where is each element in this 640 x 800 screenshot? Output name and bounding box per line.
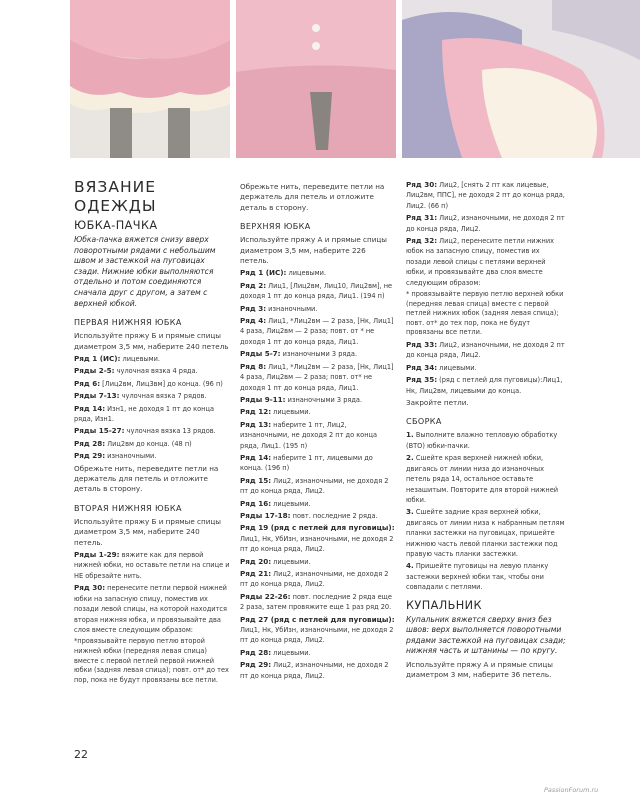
row-text: Сшейте задние края верхней юбки, двигаясь от линии низа к набранным петлям планки застежки на пуговицах, пришейте нижнюю часть левой планки застежки под правую часть планки застежки.	[406, 508, 565, 558]
section-text: Используйте пряжу А и прямые спицы диаметром 3 мм, наберите 36 петель.	[406, 659, 553, 680]
row-text: лицевыми.	[120, 354, 161, 363]
instruction-note: * провязывайте первую петлю верхней юбки (передняя левая спица) вместе с первой петлей нижних юбок (задняя левая спица); повт. от* до тех пор, пока не будут провязаны все петли.	[406, 290, 564, 337]
instruction-row	[74, 391, 230, 401]
row-text: Лиц2, изнаночными, не доходя 2 пт до конца ряда, Лиц2.	[240, 661, 389, 680]
instruction-row	[74, 404, 230, 425]
swimsuit-title: КУПАЛЬНИК	[406, 598, 482, 612]
row-label: 1.	[406, 430, 414, 440]
row-label: Ряды 2-5:	[74, 366, 115, 376]
row-text: Лиц2, изнаночными, не доходя 2 пт до конца ряда, Лиц2.	[240, 476, 389, 496]
instruction-row	[406, 453, 566, 505]
row-text: Лиц1, Нк, УбИзн, изнаночными, не доходя 2 пт до конца ряда, Лиц2.	[240, 534, 394, 554]
instruction-row	[406, 213, 566, 234]
section-assembly-heading: СБОРКА	[406, 417, 442, 427]
row-label: 4.	[406, 561, 414, 571]
row-label: Ряд 29:	[240, 660, 272, 670]
row-label: 2.	[406, 453, 414, 463]
instruction-row	[74, 550, 230, 581]
row-text: Лиц2, изнаночными, не доходя 2 пт до конца ряда, Лиц2.	[240, 570, 389, 589]
row-label: Ряд 12:	[240, 407, 272, 417]
row-text: изнаночными.	[266, 304, 318, 313]
page-number: 22	[74, 748, 88, 761]
instruction-row	[240, 281, 396, 302]
row-label: Ряд 6:	[74, 378, 101, 388]
row-list	[406, 340, 566, 396]
photo-skirt-front	[70, 0, 230, 158]
page-title: ВЯЗАНИЕ ОДЕЖДЫ	[74, 178, 157, 215]
column-1	[74, 178, 230, 687]
instruction-row	[74, 426, 230, 436]
row-label: Ряд 30:	[74, 583, 106, 593]
instruction-row	[240, 648, 396, 658]
instruction-row	[74, 366, 230, 376]
instruction-row	[74, 439, 230, 449]
row-label: Ряд 8:	[240, 361, 267, 371]
row-label: Ряд 34:	[406, 362, 438, 372]
row-label: Ряд 14:	[74, 403, 106, 413]
row-label: Ряд 4:	[240, 316, 267, 326]
row-label: Ряд 15:	[240, 475, 272, 485]
instruction-row	[240, 476, 396, 497]
row-text: Лиц2, [снять 2 пт как лицевые, Лиц2вм, ППС], не доходя 2 пт до конца ряда, Лиц2. (66 п)	[406, 181, 565, 210]
instruction-row	[240, 316, 396, 347]
row-text: Лиц2, изнаночными, не доходя 2 пт до конца ряда, Лиц2.	[406, 214, 565, 233]
instruction-row	[240, 615, 396, 646]
row-label: Ряд 33:	[406, 340, 438, 350]
row-label: Ряды 1-29:	[74, 550, 120, 560]
row-label: Ряд 28:	[240, 647, 272, 657]
row-label: Ряды 17-18:	[240, 510, 291, 520]
instruction-row	[406, 236, 566, 288]
row-label: Ряд 13:	[240, 419, 272, 429]
row-label: Ряд 31:	[406, 213, 438, 223]
skirt-intro: Юбка-пачка вяжется снизу вверх поворотными рядами с небольшим швом и застежкой на пуговицах сзади. Нижние юбки выполняются отдельно и потом соединяются сначала друг с другом, а затем с верхней юбкой.	[74, 235, 216, 308]
row-label: Ряд 32:	[406, 236, 438, 246]
photo-skirt-ruffles	[402, 0, 640, 158]
row-label: Ряд 1 (ИС):	[240, 268, 287, 278]
instruction-row	[240, 499, 396, 509]
row-text: лицевыми.	[286, 269, 327, 278]
row-label: Ряд 29:	[74, 451, 106, 461]
instruction-row	[240, 268, 396, 278]
section-first-underskirt-heading: ПЕРВАЯ НИЖНЯЯ ЮБКА	[74, 318, 182, 328]
instruction-row	[240, 420, 396, 451]
row-label: 3.	[406, 507, 414, 517]
row-text: Сшейте края верхней нижней юбки, двигаясь от линии низа до изнаночных петель ряда 14, остальное оставьте незашитым. Повторите для второй нижней юбки.	[406, 454, 559, 504]
row-text: Выполните влажно тепловую обработку (ВТО) юбки-пачки.	[406, 431, 558, 450]
instruction-row	[406, 340, 566, 361]
row-text: лицевыми.	[271, 408, 311, 417]
row-label: Ряд 35:	[406, 375, 438, 385]
row-text: [Лиц2вм, Лиц3вм] до конца. (96 п)	[100, 379, 223, 388]
instruction-row	[240, 349, 396, 359]
row-label: Ряд 30:	[406, 180, 438, 189]
row-text: повт. последние 2 ряда еще 2 раза, затем провяжите еще 1 раз ряд 20.	[240, 592, 392, 612]
instruction-row	[406, 375, 566, 396]
row-text: лицевыми.	[437, 363, 477, 372]
row-text: изнаночными 3 ряда.	[285, 395, 363, 404]
row-text: вяжите как для первой нижней юбки, но оставьте петли на спице и НЕ обрезайте нить.	[74, 551, 230, 580]
row-text: Лиц1, *Лиц2вм — 2 раза, [Нк, Лиц1] 4 раза, Лиц2вм — 2 раза; повт. от * не доходя 1 пт до конца ряда, Лиц1.	[240, 317, 394, 346]
row-label: Ряд 2:	[240, 280, 267, 290]
row-label: Ряды 15-27:	[74, 426, 125, 436]
assembly-steps	[406, 430, 566, 592]
row-text: чулочная вязка 7 рядов.	[119, 392, 207, 401]
row-text: изнаночными 3 ряда.	[280, 350, 358, 359]
instruction-row	[240, 569, 396, 590]
row-list	[406, 180, 566, 288]
instruction-note: *провязывайте первую петлю второй нижней юбки (передняя левая спица) вместе с первой петлей первой нижней юбки (задняя левая спица); повт. от* до тех пор, пока не будут провязаны все петли.	[74, 637, 229, 684]
section-text: Используйте пряжу А и прямые спицы диаметром 3,5 мм, наберите 226 петель.	[240, 235, 387, 266]
skirt-title: ЮБКА-ПАЧКА	[74, 219, 158, 232]
column-3	[406, 180, 566, 683]
instruction-row	[406, 507, 566, 559]
row-label: Ряды 7-13:	[74, 391, 120, 401]
instruction-row	[74, 379, 230, 389]
section-upper-skirt-heading: ВЕРХНЯЯ ЮБКА	[240, 222, 311, 232]
instruction-row	[240, 523, 396, 554]
instruction-row	[406, 180, 566, 211]
row-label: Ряд 19 (ряд с петлей для пуговицы):	[240, 523, 395, 533]
instruction-row	[240, 407, 396, 417]
instruction-text: Обрежьте нить, переведите петли на держатель для петель и отложите деталь в сторону.	[240, 182, 385, 212]
row-label: Ряд 27 (ряд с петлей для пуговицы):	[240, 614, 395, 624]
instruction-text: Закройте петли.	[406, 398, 469, 408]
instruction-row	[74, 354, 230, 364]
section-text: Используйте пряжу Б и прямые спицы диаметром 3,5 мм, наберите 240 петель.	[74, 516, 221, 547]
instruction-row	[240, 557, 396, 567]
row-text: чулочная вязка 4 ряда.	[114, 367, 198, 376]
section-second-underskirt-rows	[74, 550, 230, 635]
row-text: (ряд с петлей для пуговицы):Лиц1, Нк, Лиц2вм, лицевыми до конца.	[406, 376, 563, 395]
instruction-row	[406, 430, 566, 451]
section-text: Используйте пряжу Б и прямые спицы диаметром 3,5 мм, наберите 240 петель	[74, 331, 229, 351]
section-outro: Обрежьте нить, переведите петли на держатель для петель и отложите деталь в сторону.	[74, 463, 219, 494]
row-text: Лиц1, [Лиц2вм, Лиц10, Лиц2вм], не доходя 1 пт до конца ряда, Лиц1. (194 п)	[240, 281, 393, 301]
row-label: Ряд 16:	[240, 498, 272, 508]
instruction-row	[240, 592, 396, 613]
section-second-underskirt-heading: ВТОРАЯ НИЖНЯЯ ЮБКА	[74, 503, 182, 513]
row-label: Ряды 22-26:	[240, 591, 291, 601]
row-text: Лиц1, *Лиц2вм — 2 раза, [Нк, Лиц1] 4 раза, Лиц2вм — 2 раза; повт. от* не доходя 1 пт до конца ряда, Лиц1.	[240, 362, 394, 392]
row-text: Изн1, не доходя 1 пт до конца ряда, Изн1.	[74, 404, 215, 423]
instruction-row	[240, 511, 396, 521]
row-text: наберите 1 пт, Лиц2, изнаночными, не доходя 2 пт до конца ряда, Лиц1. (195 п)	[240, 420, 378, 450]
watermark: PassionForum.ru	[544, 786, 599, 794]
row-text: Лиц1, Нк, УбИзн, изнаночными, не доходя 2 пт до конца ряда, Лиц2.	[240, 626, 394, 645]
instruction-row	[406, 561, 566, 592]
row-text: Лиц2, изнаночными, не доходя 2 пт до конца ряда, Лиц2.	[406, 341, 565, 360]
row-text: лицевыми.	[271, 557, 311, 566]
row-text: чулочная вязка 13 рядов.	[124, 427, 216, 436]
photo-strip	[0, 0, 640, 158]
row-text: Пришейте пуговицы на левую планку застежки верхней юбки так, чтобы они совпадали с петлями.	[406, 562, 549, 592]
row-label: Ряд 1 (ИС):	[74, 353, 121, 363]
instruction-row	[74, 451, 230, 461]
row-text: лицевыми.	[271, 499, 311, 508]
column-2	[240, 182, 396, 683]
row-label: Ряд 20:	[240, 556, 272, 566]
swimsuit-intro: Купальник вяжется сверху вниз без швов: верх выполняется поворотными рядами застежкой на пуговицах сзади; нижняя часть и штанины — по кругу.	[406, 614, 566, 656]
instruction-row	[240, 304, 396, 314]
row-text: лицевыми.	[271, 648, 311, 657]
row-label: Ряд 3:	[240, 303, 267, 313]
row-label: Ряд 28:	[74, 438, 106, 448]
section-first-underskirt-rows	[74, 354, 230, 462]
row-text: перенесите петли первой нижней юбки на запасную спицу, поместив их позади левой спицы, на которой находится вторая нижняя юбка, и провязывайте два слоя вместе следующим образом:	[74, 584, 228, 634]
row-text: Лиц2, перенесите петли нижних юбок на запасную спицу, поместив их позади левой спицы с петлями верхней юбки, и провязывайте два слоя вместе следующим образом:	[406, 237, 555, 287]
instruction-row	[240, 362, 396, 393]
row-text: изнаночными.	[105, 452, 157, 461]
row-label: Ряды 5-7:	[240, 349, 281, 359]
instruction-row	[240, 660, 396, 681]
row-label: Ряд 14:	[240, 452, 272, 462]
instruction-row	[240, 395, 396, 405]
instruction-row	[74, 583, 230, 635]
section-upper-skirt-rows	[240, 268, 396, 681]
row-text: наберите 1 пт, лицевыми до конца. (196 п)	[240, 453, 373, 473]
instruction-row	[406, 363, 566, 373]
row-label: Ряд 21:	[240, 569, 272, 578]
photo-skirt-back	[236, 0, 396, 158]
row-text: Лиц2вм до конца. (48 п)	[105, 439, 192, 448]
instruction-row	[240, 453, 396, 474]
row-label: Ряды 9-11:	[240, 394, 286, 404]
row-text: повт. последние 2 ряда.	[290, 511, 378, 520]
